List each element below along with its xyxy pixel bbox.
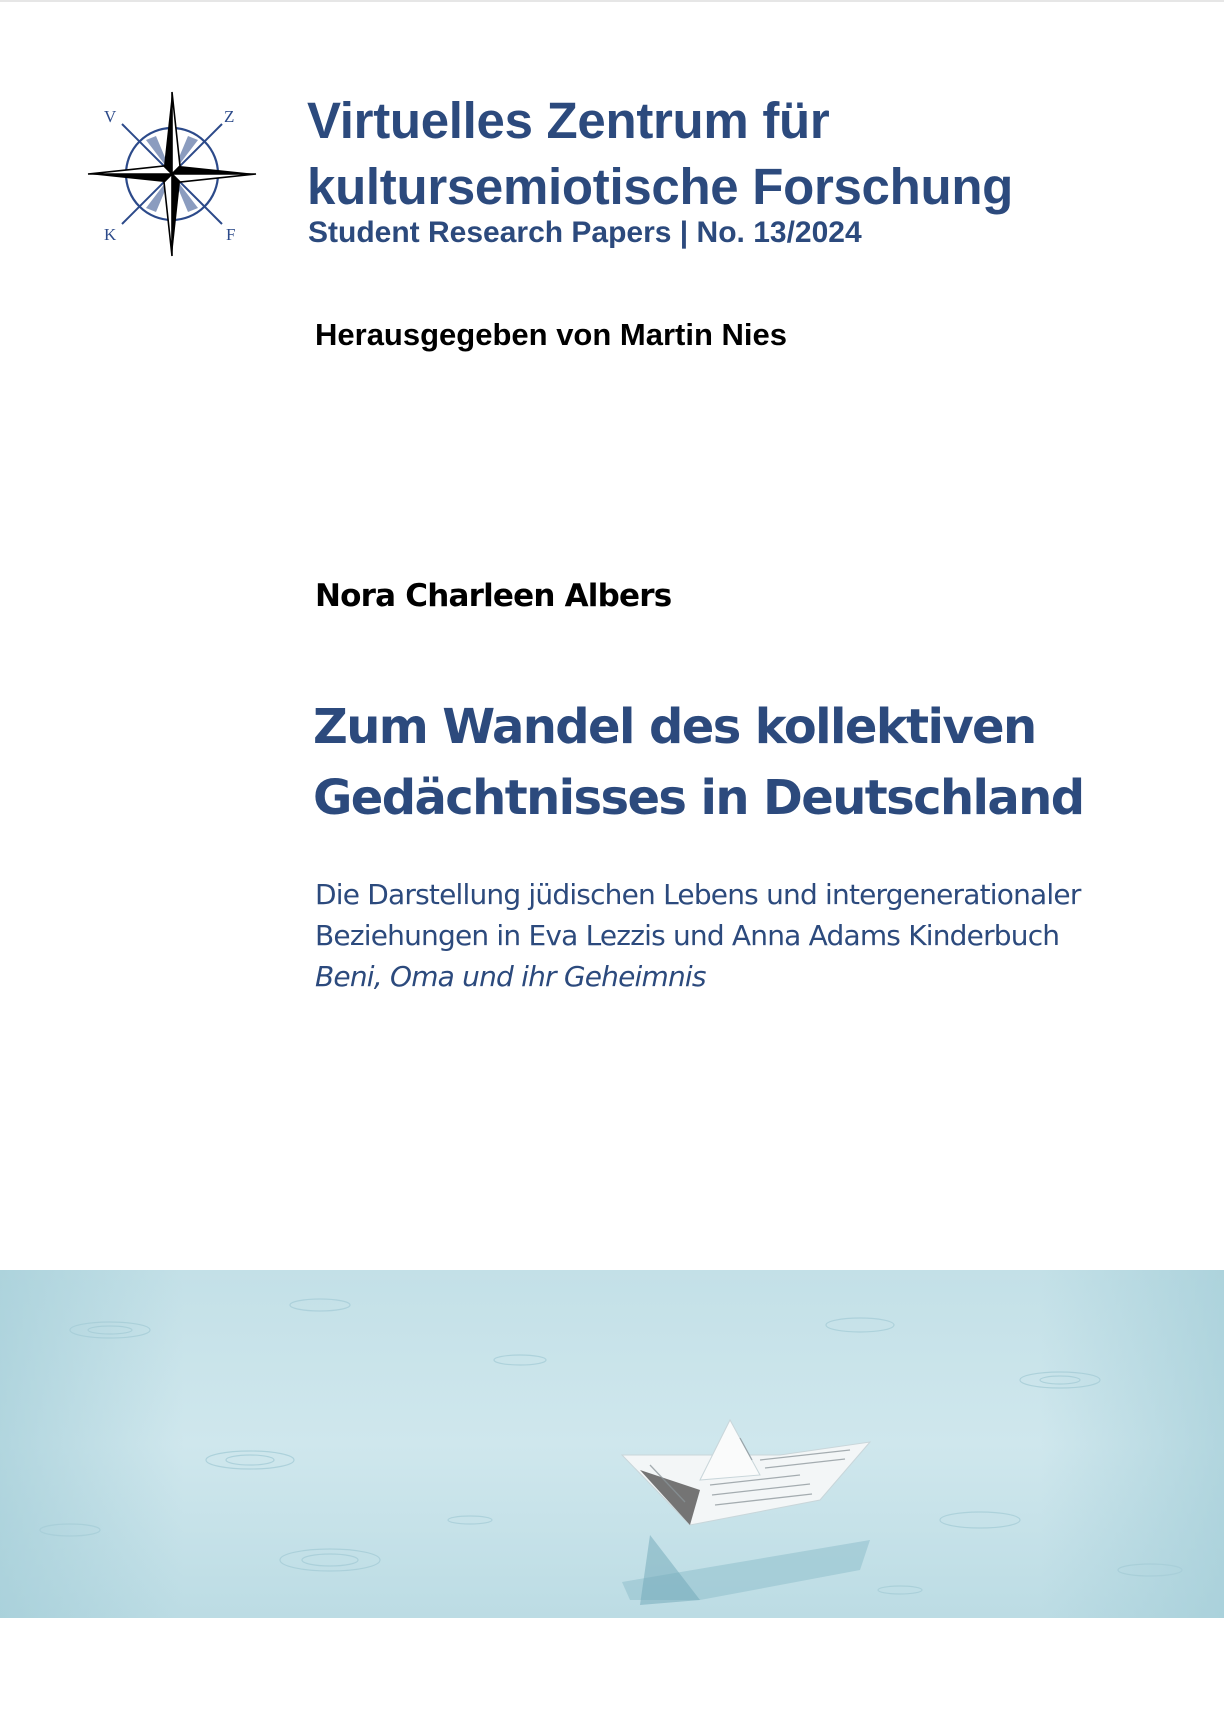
series-label: Student Research Papers | No. 13/2024 bbox=[308, 216, 862, 249]
subtitle-book-title: Beni, Oma und ihr Geheimnis bbox=[315, 960, 706, 993]
institution-line-1: Virtuelles Zentrum für bbox=[307, 92, 830, 149]
compass-point-west bbox=[88, 174, 172, 182]
document-subtitle bbox=[315, 874, 1081, 997]
logo-letter-v: V bbox=[104, 107, 117, 126]
compass-point-north bbox=[164, 92, 172, 174]
cover-image-paper-boat bbox=[0, 1270, 1224, 1618]
compass-point-east-light bbox=[172, 174, 256, 182]
subtitle-line-2: Beziehungen in Eva Lezzis und Anna Adams Kinderbuch bbox=[315, 919, 1060, 952]
page-top-border bbox=[0, 0, 1224, 2]
compass-point-west-light bbox=[88, 166, 172, 174]
institution-line-2: kultursemiotische Forschung bbox=[307, 158, 1014, 215]
compass-point-south bbox=[172, 174, 180, 256]
compass-point-north-light bbox=[172, 92, 180, 174]
institution-name bbox=[307, 88, 1013, 220]
logo-letter-k: K bbox=[104, 225, 117, 244]
title-line-1: Zum Wandel des kollektiven bbox=[313, 699, 1036, 755]
document-title bbox=[313, 692, 1084, 834]
logo-letter-f: F bbox=[226, 225, 236, 244]
compass-rose-icon bbox=[86, 88, 258, 260]
author-name: Nora Charleen Albers bbox=[315, 578, 672, 614]
water-vignette bbox=[0, 1270, 1224, 1618]
editor-line: Herausgegeben von Martin Nies bbox=[315, 317, 788, 352]
paper-boat-photo bbox=[0, 1270, 1224, 1618]
subtitle-line-1: Die Darstellung jüdischen Lebens und intergenerationaler bbox=[315, 878, 1081, 911]
compass-point-east bbox=[172, 166, 256, 174]
logo-letter-z: Z bbox=[224, 107, 235, 126]
compass-rose-logo bbox=[86, 88, 258, 260]
title-line-2: Gedächtnisses in Deutschland bbox=[313, 770, 1084, 826]
compass-point-south-light bbox=[164, 174, 172, 256]
